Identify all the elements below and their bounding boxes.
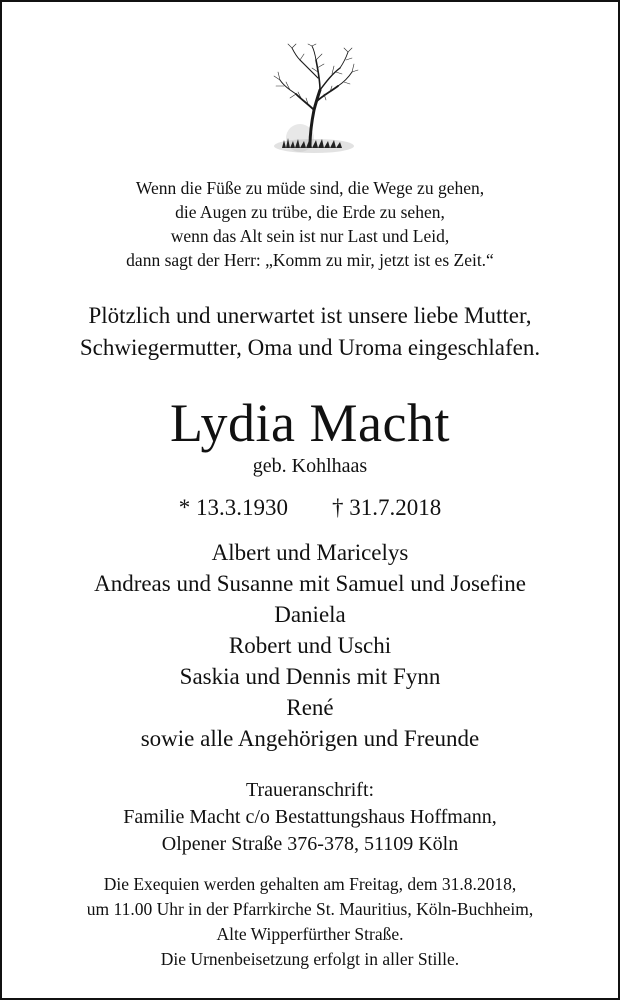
mourner-entry: Andreas und Susanne mit Samuel und Josefine (94, 571, 526, 596)
service-line: Alte Wipperfürther Straße. (216, 924, 404, 944)
announcement-intro (2, 300, 618, 364)
poem-line: die Augen zu trübe, die Erde zu sehen, (175, 202, 445, 222)
mourner-entry: Saskia und Dennis mit Fynn (179, 664, 441, 689)
maiden-name: geb. Kohlhaas (252, 455, 368, 477)
poem-line: Wenn die Füße zu müde sind, die Wege zu gehen, (135, 178, 485, 198)
service-line: Die Exequien werden gehalten am Freitag, dem 31.8.2018, (103, 874, 517, 894)
mourning-address (2, 777, 618, 858)
deceased-name: Lydia Macht (170, 393, 450, 453)
mourners-list (2, 537, 618, 754)
service-details (2, 872, 618, 972)
mourner-entry: René (286, 695, 334, 720)
service-line: Die Urnenbeisetzung erfolgt in aller Stille. (160, 949, 460, 969)
mourner-entry: Robert und Uschi (228, 633, 392, 658)
intro-line: Plötzlich und unerwartet ist unsere liebe Mutter, (88, 303, 532, 328)
address-line: Olpener Straße 376-378, 51109 Köln (161, 833, 459, 855)
service-line: um 11.00 Uhr in der Pfarrkirche St. Mauritius, Köln-Buchheim, (86, 899, 534, 919)
mourner-entry: Albert und Maricelys (211, 540, 409, 565)
mourner-entry: Daniela (274, 602, 346, 627)
address-line: Traueranschrift: (245, 779, 375, 801)
address-line: Familie Macht c/o Bestattungshaus Hoffmann, (123, 806, 497, 828)
life-dates (2, 492, 618, 524)
tree-icon (260, 42, 364, 158)
death-date: † 31.7.2018 (332, 495, 442, 520)
poem (2, 176, 618, 272)
mourner-entry: sowie alle Angehörigen und Freunde (140, 726, 480, 751)
poem-line: dann sagt der Herr: „Komm zu mir, jetzt ist es Zeit.“ (126, 250, 494, 270)
birth-date: * 13.3.1930 (178, 495, 288, 520)
poem-line: wenn das Alt sein ist nur Last und Leid, (170, 226, 450, 246)
intro-line: Schwiegermutter, Oma und Uroma eingeschlafen. (79, 335, 541, 360)
